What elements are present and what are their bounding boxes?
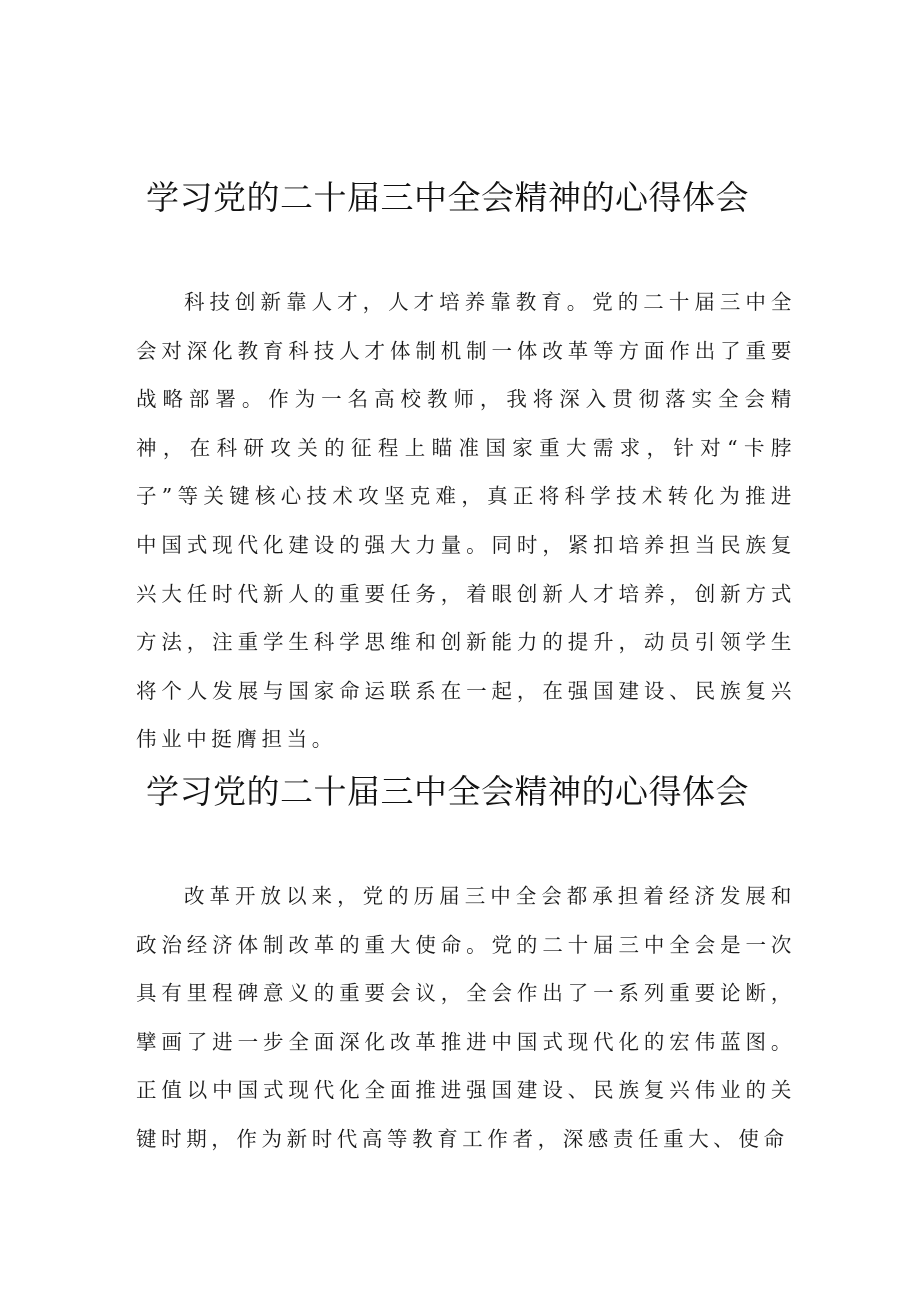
- section-2-paragraph: 改革开放以来，党的历届三中全会都承担着经济发展和政治经济体制改革的重大使命。党的二十届三中全会是一次具有里程碑意义的重要会议，全会作出了一系列重要论断，擘画了进一步全面深化改革推进中国式现代化的宏伟蓝图。正值以中国式现代化全面推进强国建设、民族复兴伟业的关键时期，作为新时代高等教育工作者，深感责任重大、使命: [136, 884, 796, 1151]
- section-2-title: 学习党的二十届三中全会精神的心得体会: [146, 772, 749, 811]
- section-1-paragraph: 科技创新靠人才，人才培养靠教育。党的二十届三中全会对深化教育科技人才体制机制一体改革等方面作出了重要战略部署。作为一名高校教师，我将深入贯彻落实全会精神，在科研攻关的征程上瞄准国家重大需求，针对“卡脖子”等关键核心技术攻坚克难，真正将科学技术转化为推进中国式现代化建设的强大力量。同时，紧扣培养担当民族复兴大任时代新人的重要任务，着眼创新人才培养，创新方式方法，注重学生科学思维和创新能力的提升，动员引领学生将个人发展与国家命运联系在一起，在强国建设、民族复兴伟业中挺膺担当。: [136, 290, 796, 752]
- essay-section-1: [136, 176, 796, 764]
- section-1-title: 学习党的二十届三中全会精神的心得体会: [146, 178, 749, 217]
- essay-section-2: [136, 770, 796, 1164]
